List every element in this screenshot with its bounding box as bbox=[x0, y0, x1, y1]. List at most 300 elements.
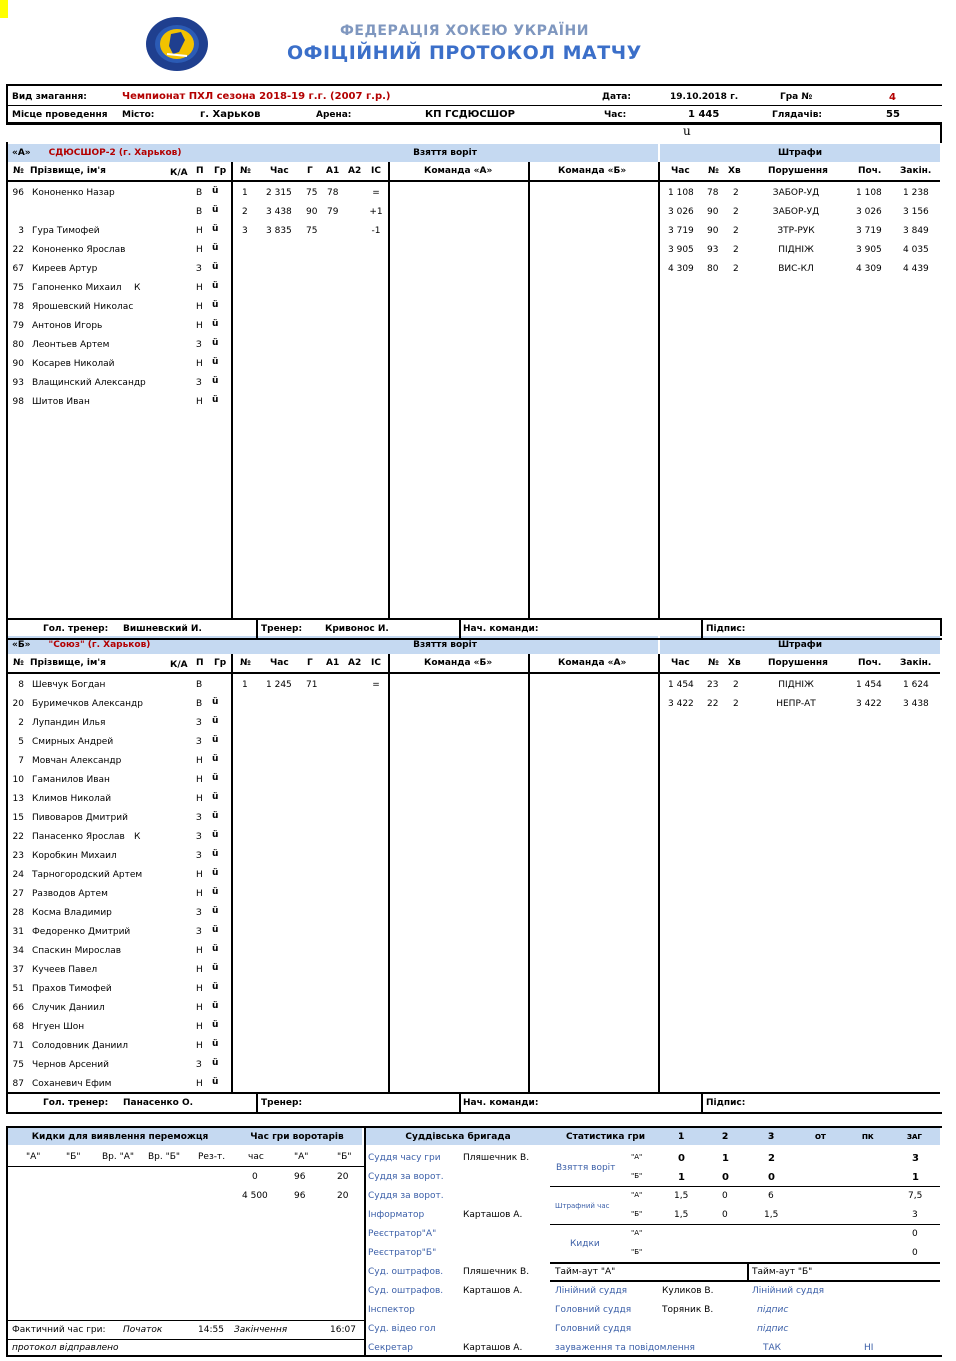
player-number: 24 bbox=[12, 870, 24, 880]
team-a-penalty-bar bbox=[660, 144, 940, 162]
penalty-time: 3 422 bbox=[668, 699, 694, 709]
teamA-col-g_time: Час bbox=[270, 166, 289, 176]
player-number: 22 bbox=[12, 245, 24, 255]
player-name: Чернов Арсений bbox=[32, 1060, 109, 1070]
time-label: Час: bbox=[604, 110, 627, 120]
player-name: Разводов Артем bbox=[32, 889, 108, 899]
player-number: 98 bbox=[12, 397, 24, 407]
spectators-label: Глядачів: bbox=[772, 110, 823, 120]
head-1-label: Головний суддя bbox=[555, 1305, 632, 1315]
timeout-sep bbox=[747, 1262, 749, 1281]
player-name: Нгуен Шон bbox=[32, 1022, 85, 1032]
u-row-top bbox=[6, 124, 942, 125]
player-game-mark: ü bbox=[212, 906, 219, 916]
teamB-body-bottom bbox=[8, 1092, 940, 1094]
teamA-col-team_col1: Команда «А» bbox=[424, 166, 493, 176]
player-number: 22 bbox=[12, 832, 24, 842]
player-position: Н bbox=[196, 359, 203, 369]
teamB-left-border bbox=[6, 634, 8, 1114]
player-number: 51 bbox=[12, 984, 24, 994]
teamA-col-ic: ІС bbox=[371, 166, 381, 176]
teamA-col-no: № bbox=[13, 166, 24, 176]
goal-time: 2 315 bbox=[266, 188, 292, 198]
player-position: В bbox=[196, 188, 203, 198]
teamB-col-pen_time: Час bbox=[671, 658, 690, 668]
city-value: г. Харьков bbox=[200, 109, 261, 120]
player-position: З bbox=[196, 378, 202, 388]
teamB-coach-label: Гол. тренер: bbox=[43, 1098, 109, 1108]
penalty-player: 22 bbox=[707, 699, 719, 709]
player-number: 79 bbox=[12, 321, 24, 331]
penalty-minutes: 2 bbox=[733, 207, 739, 217]
linesman-1-label: Лінійний суддя bbox=[555, 1286, 628, 1296]
player-name: Климов Николай bbox=[32, 794, 112, 804]
teamB-foot-sep1 bbox=[256, 1092, 258, 1112]
player-number: 13 bbox=[12, 794, 24, 804]
stats-period-col: 3 bbox=[768, 1132, 775, 1142]
date-label: Дата: bbox=[602, 92, 631, 102]
penalty-player: 93 bbox=[707, 245, 719, 255]
player-game-mark: ü bbox=[212, 773, 219, 783]
goal-time: 3 835 bbox=[266, 226, 292, 236]
shootout-col: Вр. "А" bbox=[102, 1152, 135, 1162]
actual-label: Фактичний час гри: bbox=[12, 1325, 106, 1335]
player-number: 31 bbox=[12, 927, 24, 937]
goal-number: 1 bbox=[242, 188, 248, 198]
remarks-no: НІ bbox=[864, 1343, 874, 1353]
teamA-col-pen_start: Поч. bbox=[858, 166, 882, 176]
penalties-title-b: Штрафи bbox=[777, 640, 823, 650]
player-name: Шевчук Богдан bbox=[32, 680, 106, 690]
penalty-start: 3 026 bbox=[856, 207, 882, 217]
bottom-bottom-border bbox=[6, 1355, 942, 1357]
teamB-team-col-sep bbox=[528, 654, 530, 1092]
player-number: 68 bbox=[12, 1022, 24, 1032]
goal-strength: +1 bbox=[369, 207, 383, 217]
stats-p1: 1 bbox=[678, 1172, 685, 1183]
penalty-minutes: 2 bbox=[733, 226, 739, 236]
goal-number: 1 bbox=[242, 680, 248, 690]
penalties-title: Штрафи bbox=[777, 148, 823, 158]
teamA-col-gr: Гр bbox=[214, 166, 227, 176]
goal-assist1: 78 bbox=[327, 188, 339, 198]
penalty-violation: ЗТР-РУК bbox=[777, 226, 815, 236]
teamA-body-bottom bbox=[8, 618, 940, 620]
player-name: Влащинский Александр bbox=[32, 378, 146, 388]
player-number: 71 bbox=[12, 1041, 24, 1051]
stats-p2: 0 bbox=[722, 1191, 728, 1201]
shootout-col: "Б" bbox=[66, 1152, 81, 1162]
teamA-col-g: Г bbox=[307, 166, 313, 176]
player-name: Кучеев Павел bbox=[32, 965, 98, 975]
teamA-col-a2: А2 bbox=[348, 166, 362, 176]
referee-role: Суддя за ворот. bbox=[368, 1172, 444, 1182]
timeout-a: Тайм-аут "А" bbox=[555, 1267, 616, 1277]
goal-time: 1 245 bbox=[266, 680, 292, 690]
player-name: Солодовник Даниил bbox=[32, 1041, 128, 1051]
stats-p3: 2 bbox=[768, 1153, 775, 1164]
penalty-player: 23 bbox=[707, 680, 719, 690]
goal-scorer: 90 bbox=[306, 207, 318, 217]
player-position: Н bbox=[196, 870, 203, 880]
teamB-foot-sep2 bbox=[459, 1092, 461, 1112]
referee-role: Інформатор bbox=[368, 1210, 425, 1220]
teamA-col-pen_time: Час bbox=[671, 166, 690, 176]
teamB-col-no: № bbox=[13, 658, 24, 668]
player-ka: К bbox=[134, 283, 141, 293]
linesman-2-label: Лінійний суддя bbox=[752, 1286, 825, 1296]
referee-role: Інспектор bbox=[368, 1305, 415, 1315]
teamA-foot-sep3 bbox=[701, 618, 703, 638]
player-position: Н bbox=[196, 946, 203, 956]
time-value: 1 445 bbox=[688, 109, 720, 120]
arena-label: Арена: bbox=[316, 110, 352, 120]
federation-name: ФЕДЕРАЦІЯ ХОКЕЮ УКРАЇНИ bbox=[340, 23, 589, 39]
player-name: Спаскин Мирослав bbox=[32, 946, 122, 956]
goal-number: 3 bbox=[242, 226, 248, 236]
referee-name: Карташов А. bbox=[463, 1286, 523, 1296]
teamB-col-pen_end: Закін. bbox=[900, 658, 932, 668]
penalty-start: 1 108 bbox=[856, 188, 882, 198]
player-game-mark: ü bbox=[212, 849, 219, 859]
player-name: Пивоваров Дмитрий bbox=[32, 813, 128, 823]
goal-strength: -1 bbox=[371, 226, 381, 236]
info-top-border bbox=[6, 84, 942, 86]
player-position: В bbox=[196, 699, 203, 709]
referee-role: Суд. оштрафов. bbox=[368, 1267, 444, 1277]
player-number: 3 bbox=[18, 226, 24, 236]
player-number: 87 bbox=[12, 1079, 24, 1089]
end-time: 16:07 bbox=[330, 1325, 356, 1335]
goalie-time: 0 bbox=[252, 1172, 258, 1182]
stats-p1: 0 bbox=[678, 1153, 685, 1164]
info-left-border bbox=[6, 84, 8, 124]
player-number: 90 bbox=[12, 359, 24, 369]
player-game-mark: ü bbox=[212, 186, 219, 196]
player-position: Н bbox=[196, 1041, 203, 1051]
teamB-captain-label: Нач. команди: bbox=[463, 1098, 539, 1108]
penalty-minutes: 2 bbox=[733, 188, 739, 198]
penalty-time: 3 719 bbox=[668, 226, 694, 236]
stats-total: 3 bbox=[912, 1210, 918, 1220]
team-a-header-bar bbox=[8, 144, 232, 162]
player-name: Лупандин Илья bbox=[32, 718, 106, 728]
penalty-violation: ВИС-КЛ bbox=[778, 264, 814, 274]
team-b-name: "Союз" (г. Харьков) bbox=[48, 640, 151, 650]
player-number: 20 bbox=[12, 699, 24, 709]
head-2-label: Головний суддя bbox=[555, 1324, 632, 1334]
player-name: Прахов Тимофей bbox=[32, 984, 112, 994]
teamB-col-ic: ІС bbox=[371, 658, 381, 668]
referee-role: Суд. відео гол bbox=[368, 1324, 436, 1334]
stats-period-col: ЗАГ bbox=[907, 1133, 922, 1141]
goalie-b: 20 bbox=[337, 1172, 349, 1182]
penalty-time: 3 026 bbox=[668, 207, 694, 217]
player-game-mark: ü bbox=[212, 868, 219, 878]
referee-role: Суддя часу гри bbox=[368, 1153, 441, 1163]
teamA-left-border bbox=[6, 142, 8, 640]
teamB-col-g: Г bbox=[307, 658, 313, 668]
stats-line-1 bbox=[550, 1186, 940, 1187]
team-a-name: СДЮСШОР-2 (г. Харьков) bbox=[48, 148, 182, 158]
penalty-start: 3 905 bbox=[856, 245, 882, 255]
player-name: Буримечков Александр bbox=[32, 699, 143, 709]
teamA-col-pen_min: Хв bbox=[728, 166, 741, 176]
player-number: 23 bbox=[12, 851, 24, 861]
player-position: Н bbox=[196, 1022, 203, 1032]
referee-role: Реєстратор"А" bbox=[368, 1229, 437, 1239]
referee-role: Суд. оштрафов. bbox=[368, 1286, 444, 1296]
player-name: Кононенко Назар bbox=[32, 188, 115, 198]
shootout-title: Кидки для виявлення переможця bbox=[31, 1131, 209, 1142]
teamB-col-team_col2: Команда «А» bbox=[558, 658, 627, 668]
player-game-mark: ü bbox=[212, 224, 219, 234]
shootout-col: Рез-т. bbox=[198, 1152, 226, 1162]
teamB-coach: Панасенко О. bbox=[123, 1098, 194, 1108]
bottom-left-border bbox=[6, 1126, 8, 1357]
goalie-col: "Б" bbox=[337, 1152, 352, 1162]
player-position: Н bbox=[196, 245, 203, 255]
teamB-sign-label: Підпис: bbox=[706, 1098, 746, 1108]
teamB-foot-sep3 bbox=[701, 1092, 703, 1112]
penalty-time: 4 309 bbox=[668, 264, 694, 274]
player-name: Панасенко Ярослав bbox=[32, 832, 125, 842]
teamA-header-bottom bbox=[8, 180, 940, 182]
penalty-violation: ЗАБОР-УД bbox=[772, 188, 820, 198]
player-position: Н bbox=[196, 283, 203, 293]
stats-total: 0 bbox=[912, 1229, 918, 1239]
goal-scorer: 75 bbox=[306, 226, 318, 236]
penalty-violation: ПІДНІЖ bbox=[778, 680, 814, 690]
penalty-minutes: 2 bbox=[733, 680, 739, 690]
stats-bar bbox=[550, 1128, 940, 1145]
actual-top-line bbox=[8, 1320, 364, 1321]
referee-name: Пляшечник В. bbox=[463, 1153, 530, 1163]
timeout-b: Тайм-аут "Б" bbox=[752, 1267, 813, 1277]
u-mark: u bbox=[683, 124, 691, 138]
player-game-mark: ü bbox=[212, 395, 219, 405]
teamA-col-team_col2: Команда «Б» bbox=[558, 166, 627, 176]
player-game-mark: ü bbox=[212, 1039, 219, 1049]
penalty-player: 80 bbox=[707, 264, 719, 274]
start-label: Початок bbox=[123, 1325, 163, 1335]
competition-label: Вид змагання: bbox=[12, 92, 87, 102]
timeout-top bbox=[550, 1262, 940, 1264]
teamA-sign-label: Підпис: bbox=[706, 624, 746, 634]
shootout-head-line bbox=[8, 1166, 364, 1167]
player-game-mark: ü bbox=[212, 338, 219, 348]
player-position: Н bbox=[196, 321, 203, 331]
player-number: 28 bbox=[12, 908, 24, 918]
stats-p2: 0 bbox=[722, 1210, 728, 1220]
player-game-mark: ü bbox=[212, 754, 219, 764]
timeout-bottom bbox=[550, 1280, 940, 1282]
player-game-mark: ü bbox=[212, 319, 219, 329]
remarks-yes: ТАК bbox=[763, 1343, 782, 1353]
player-number: 75 bbox=[12, 1060, 24, 1070]
referee-name: Пляшечник В. bbox=[463, 1267, 530, 1277]
teamB-col-pen_start: Поч. bbox=[858, 658, 882, 668]
penalty-end: 3 156 bbox=[903, 207, 929, 217]
player-number: 8 bbox=[18, 680, 24, 690]
shootout-bar bbox=[8, 1128, 232, 1145]
stats-total: 7,5 bbox=[908, 1191, 923, 1201]
stats-team: "Б" bbox=[631, 1210, 643, 1218]
referee-name: Карташов А. bbox=[463, 1343, 523, 1353]
goal-strength: = bbox=[372, 188, 380, 198]
stats-p3: 1,5 bbox=[764, 1210, 779, 1220]
teamA-captain-label: Нач. команди: bbox=[463, 624, 539, 634]
referee-role: Реєстратор"Б" bbox=[368, 1248, 437, 1258]
player-position: Н bbox=[196, 397, 203, 407]
penalty-time: 1 454 bbox=[668, 680, 694, 690]
city-label: Місто: bbox=[122, 110, 155, 120]
teamB-col-p: П bbox=[196, 658, 204, 668]
remarks-label: зауваження та повідомлення bbox=[555, 1343, 695, 1353]
teamB-header-bottom bbox=[8, 672, 940, 674]
player-game-mark: ü bbox=[212, 963, 219, 973]
penalty-player: 78 bbox=[707, 188, 719, 198]
penalty-end: 1 238 bbox=[903, 188, 929, 198]
protocol-title: ОФІЦІЙНИЙ ПРОТОКОЛ МАТЧУ bbox=[287, 42, 642, 64]
goal-scorer: 71 bbox=[306, 680, 318, 690]
goal-scorer: 75 bbox=[306, 188, 318, 198]
penalty-start: 3 719 bbox=[856, 226, 882, 236]
corner-marker bbox=[0, 0, 8, 18]
penalty-start: 1 454 bbox=[856, 680, 882, 690]
teamA-col-p: П bbox=[196, 166, 204, 176]
player-position: З bbox=[196, 813, 202, 823]
teamB-players-sep bbox=[231, 654, 233, 1092]
penalty-player: 90 bbox=[707, 226, 719, 236]
teamA-coach: Вишневский И. bbox=[123, 624, 202, 634]
player-name: Косма Владимир bbox=[32, 908, 112, 918]
referees-title: Суддівська бригада bbox=[405, 1131, 511, 1142]
teamA-col-pen_end: Закін. bbox=[900, 166, 932, 176]
player-position: З bbox=[196, 908, 202, 918]
spacer-right bbox=[940, 618, 942, 636]
teamB-col-name: Прізвище, ім'я bbox=[30, 658, 106, 668]
goalie-title: Час гри воротарів bbox=[250, 1131, 344, 1142]
head-2-sign: підпис bbox=[757, 1324, 789, 1334]
stats-period-col: ОТ bbox=[815, 1133, 826, 1141]
player-position: Н bbox=[196, 1079, 203, 1089]
goalie-b: 20 bbox=[337, 1191, 349, 1201]
player-number: 27 bbox=[12, 889, 24, 899]
teamB-col-team_col1: Команда «Б» bbox=[424, 658, 493, 668]
referees-bar bbox=[366, 1128, 550, 1145]
federation-logo bbox=[145, 16, 209, 72]
date-value: 19.10.2018 г. bbox=[670, 92, 739, 102]
player-number: 5 bbox=[18, 737, 24, 747]
player-game-mark: ü bbox=[212, 716, 219, 726]
player-position: Н bbox=[196, 794, 203, 804]
player-position: Н bbox=[196, 775, 203, 785]
stats-period-col: 2 bbox=[722, 1132, 729, 1142]
teamA-pen-sep bbox=[658, 162, 660, 618]
stats-p1: 1,5 bbox=[674, 1191, 689, 1201]
player-number: 37 bbox=[12, 965, 24, 975]
goal-number: 2 bbox=[242, 207, 248, 217]
stats-shots-label: Кидки bbox=[570, 1239, 600, 1249]
team-b-tag: «Б» bbox=[12, 640, 31, 650]
player-name: Гаманилов Иван bbox=[32, 775, 110, 785]
teamA-trainer: Кривонос И. bbox=[325, 624, 389, 634]
player-name: Коробкин Михаил bbox=[32, 851, 117, 861]
player-position: В bbox=[196, 207, 203, 217]
teamB-trainer-label: Тренер: bbox=[261, 1098, 303, 1108]
stats-total: 3 bbox=[912, 1153, 919, 1164]
teamA-footer-bottom bbox=[6, 638, 942, 640]
player-number: 80 bbox=[12, 340, 24, 350]
stats-goals-label: Взяття воріт bbox=[556, 1163, 616, 1173]
player-game-mark: ü bbox=[212, 697, 219, 707]
goal-strength: = bbox=[372, 680, 380, 690]
teamB-pen-sep bbox=[658, 654, 660, 1092]
player-name: Антонов Игорь bbox=[32, 321, 103, 331]
player-number: 75 bbox=[12, 283, 24, 293]
stats-line-2 bbox=[550, 1224, 940, 1225]
game-value: 4 bbox=[889, 92, 896, 103]
player-number: 93 bbox=[12, 378, 24, 388]
penalty-end: 4 035 bbox=[903, 245, 929, 255]
teamB-col-pen_no: № bbox=[708, 658, 719, 668]
penalty-end: 3 849 bbox=[903, 226, 929, 236]
player-position: З bbox=[196, 1060, 202, 1070]
player-game-mark: ü bbox=[212, 1058, 219, 1068]
teamB-col-pen_viol: Порушення bbox=[768, 658, 828, 668]
stats-p1: 1,5 bbox=[674, 1210, 689, 1220]
stats-team: "А" bbox=[631, 1191, 643, 1199]
player-game-mark: ü bbox=[212, 925, 219, 935]
player-position: З bbox=[196, 340, 202, 350]
goalie-col: "А" bbox=[294, 1152, 309, 1162]
player-position: Н bbox=[196, 226, 203, 236]
stats-team: "Б" bbox=[631, 1172, 643, 1180]
teamA-players-sep bbox=[231, 162, 233, 618]
penalty-violation: НЕПР-АТ bbox=[776, 699, 816, 709]
head-1: Торяник В. bbox=[662, 1305, 714, 1315]
place-label: Місце проведення bbox=[12, 110, 108, 120]
player-game-mark: ü bbox=[212, 887, 219, 897]
stats-period-col: ПК bbox=[862, 1133, 874, 1141]
stats-p2: 1 bbox=[722, 1153, 729, 1164]
stats-p2: 0 bbox=[722, 1172, 729, 1183]
stats-total: 0 bbox=[912, 1248, 918, 1258]
stats-p3: 6 bbox=[768, 1191, 774, 1201]
penalty-player: 90 bbox=[707, 207, 719, 217]
player-position: З bbox=[196, 264, 202, 274]
player-name: Соханевич Ефим bbox=[32, 1079, 112, 1089]
player-number: 2 bbox=[18, 718, 24, 728]
stats-team: "А" bbox=[631, 1229, 643, 1237]
goals-title: Взяття воріт bbox=[413, 148, 477, 158]
player-name: Федоренко Дмитрий bbox=[32, 927, 131, 937]
penalty-violation: ПІДНІЖ bbox=[778, 245, 814, 255]
team-a-tag: «А» bbox=[12, 148, 31, 158]
linesman-1: Куликов В. bbox=[662, 1286, 714, 1296]
head-1-sign: підпис bbox=[757, 1305, 789, 1315]
player-game-mark: ü bbox=[212, 243, 219, 253]
player-position: З bbox=[196, 718, 202, 728]
player-position: З bbox=[196, 737, 202, 747]
player-position: Н bbox=[196, 756, 203, 766]
u-row-right bbox=[940, 124, 942, 143]
player-game-mark: ü bbox=[212, 1077, 219, 1087]
player-game-mark: ü bbox=[212, 262, 219, 272]
shootout-col: "А" bbox=[26, 1152, 41, 1162]
player-name: Кононенко Ярослав bbox=[32, 245, 126, 255]
